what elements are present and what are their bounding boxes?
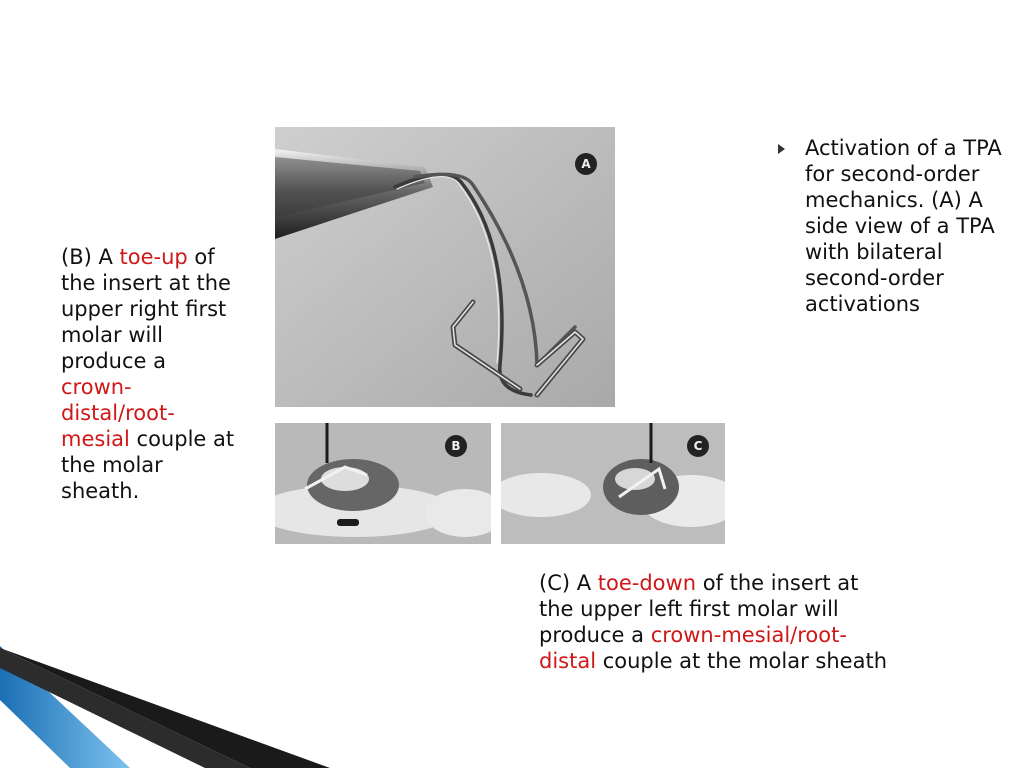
caption-b-suffix: couple at the molar sheath. [61,427,235,503]
photo-panel-a [275,127,615,407]
caption-b-middle: of the insert at the upper right first molar will produce a [61,245,231,373]
caption-c-suffix: couple at the molar sheath [596,649,888,673]
tpa-figure [275,127,725,544]
caption-b-highlight-couple: crown-distal/root-mesial [61,375,175,451]
photo-panel-b [275,423,491,544]
triangle-bullet-icon [778,144,785,154]
caption-c [539,570,889,674]
caption-b [61,244,236,504]
swoosh-blue [0,646,130,768]
swoosh-black [0,648,330,768]
panel-b-label: B [445,435,467,457]
bullet-item [778,135,1008,317]
caption-b-highlight-toe-up: toe-up [119,245,188,269]
caption-c-prefix: (C) A [539,571,598,595]
panel-c-label: C [687,435,709,457]
caption-c-highlight-couple: crown-mesial/root-distal [539,623,847,673]
caption-c-highlight-toe-down: toe-down [597,571,697,595]
panel-a-label: A [575,153,597,175]
caption-c-middle: of the insert at the upper left first molar will produce a [539,571,859,647]
swoosh-white [0,644,95,768]
bullet-text: Activation of a TPA for second-order mechanics. (A) A side view of a TPA with bilateral second-order activations [805,136,1002,316]
caption-b-prefix: (B) A [61,245,120,269]
bullet-list [778,135,1008,317]
photo-panel-c [501,423,725,544]
tpa-side-view-photo [275,127,615,407]
